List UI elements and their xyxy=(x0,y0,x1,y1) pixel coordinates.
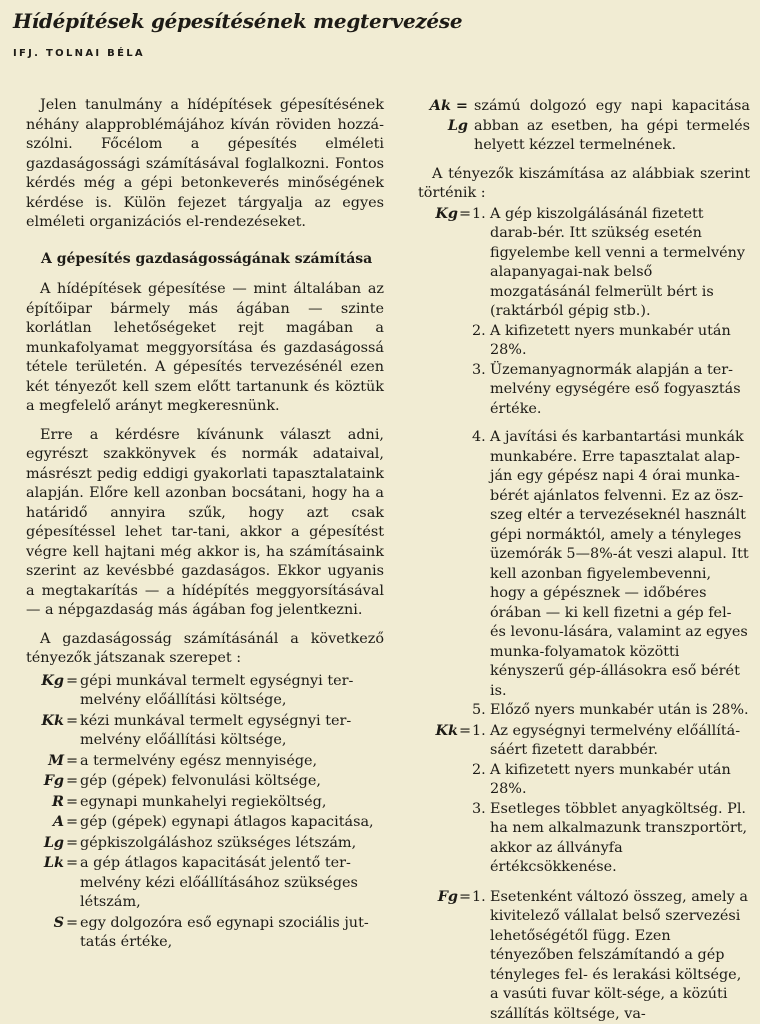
equals-sign: = xyxy=(64,914,80,934)
definition-text: a termelvény egész mennyisége, xyxy=(80,752,384,772)
kg-label: Kg xyxy=(418,204,458,224)
kg-item xyxy=(418,428,750,701)
equals-sign: = xyxy=(64,793,80,813)
body-paragraph-1: A hídépítések gépesítése — mint általában az építőipar bármely más ágában — szinte korlátlan lehetőségeket rejt magában a munkafolyamat meggyorsítása és gazdaságossá tétele területén. A gépesítés tervezésénél ezen két tényezőt kell szem előtt tartanunk és köztük a megfelelő arányt megkeresnünk. xyxy=(26,280,384,417)
definition-item xyxy=(26,833,384,854)
definition-item xyxy=(26,751,384,772)
definition-item xyxy=(26,792,384,813)
kk-label: Kk xyxy=(418,721,458,741)
item-number: 2. xyxy=(472,761,490,781)
kg-item xyxy=(418,361,750,420)
body-paragraph-2: Erre a kérdésre kívánunk választ adni, egyrészt szakkönyvek és normák adataival, másrészt pedig eddigi gyakorlati tapasztalataink alapján. Előre kell azonban bocsátani, hogy ha a határidő annyira szűk, hogy azt csak gépesítéssel lehet tar-tani, akkor a gépesítést végre kell hajtani még akkor is, ha számításaink szerint az kevésbbé gazdaságos. Ekkor ugyanis a megtakarítás — a hídépítés meggyorsításával — a népgazdaság más ágában fog jelentkezni. xyxy=(26,426,384,621)
definition-symbol: Fg xyxy=(26,771,64,791)
definition-symbol: Kk xyxy=(26,711,64,731)
definition-item xyxy=(26,853,384,913)
item-text: Üzemanyagnormák alapján a ter-melvény egységére eső fogyasztás értéke. xyxy=(490,361,750,420)
item-text: A gép kiszolgálásánál fizetett darab-bér. Itt szükség esetén figyelembe kell venni a termelvény alapanyagai-nak belső mozgatásánál felmerült bért is (raktárból gépig stb.). xyxy=(490,205,750,322)
item-text: A kifizetett nyers munkabér után 28%. xyxy=(490,761,750,800)
kg-item xyxy=(418,701,750,721)
item-number: 1. xyxy=(472,205,490,225)
kg-item xyxy=(418,204,750,322)
author-line: IFJ. TOLNAI BÉLA xyxy=(13,48,145,59)
body-paragraph-3: A gazdaságosság számításánál a következő tényezők játszanak szerepet : xyxy=(26,630,384,669)
equals-sign: = xyxy=(64,672,80,692)
equals-sign: = xyxy=(458,205,472,225)
definition-text: gépkiszolgáláshoz szükséges létszám, xyxy=(80,834,384,854)
definition-text: egynapi munkahelyi regieköltség, xyxy=(80,793,384,813)
definition-text: gép (gépek) felvonulási költsége, xyxy=(80,772,384,792)
definition-item xyxy=(26,771,384,792)
item-number: 1. xyxy=(472,888,490,908)
equals-sign: = xyxy=(64,834,80,854)
equals-sign: = xyxy=(458,722,472,742)
item-text: A kifizetett nyers munkabér után 28%. xyxy=(490,322,750,361)
definitions-list xyxy=(26,671,384,953)
definition-item xyxy=(26,671,384,711)
fg-label: Fg xyxy=(418,887,458,907)
definition-item xyxy=(26,913,384,953)
equals-sign: = xyxy=(64,712,80,732)
ak-definition xyxy=(418,96,750,156)
left-column xyxy=(26,96,384,953)
equals-sign: = xyxy=(64,813,80,833)
section-heading: A gépesítés gazdaságosságának számítása xyxy=(41,250,384,270)
item-text: A javítási és karbantartási munkák munkabére. Erre tapasztalat alap-ján egy gépész napi 4 órai munka-bérét ajánlatos felvenni. Ez az ösz-szeg eltér a tervezéseknél használt gépi normáktól, amely a tényleges üzemórák 5—8%-át veszi alapul. Itt kell azonban figyelembevenni, hogy a gépésznek — időbéres órában — ki kell fizetni a gép fel- és levonu-lására, valamint az egyes munka-folyamatok közötti kényszerű gép-állásokra eső bérét is. xyxy=(490,428,750,701)
definition-symbol: A xyxy=(26,812,64,832)
equals-sign: = xyxy=(64,752,80,772)
definition-symbol: Kg xyxy=(26,671,64,691)
item-text: Előző nyers munkabér után is 28%. xyxy=(490,701,750,721)
right-column xyxy=(418,96,750,1024)
ak-symbol: Ak = Lg xyxy=(418,96,474,135)
kk-item xyxy=(418,761,750,800)
definition-symbol: M xyxy=(26,751,64,771)
kg-item xyxy=(418,322,750,361)
equals-sign: = xyxy=(64,854,80,874)
definition-item xyxy=(26,812,384,833)
ak-text: számú dolgozó egy napi kapacitása abban az esetben, ha gépi termelés helyett kézzel termelnének. xyxy=(474,97,750,156)
item-number: 4. xyxy=(472,428,490,448)
item-number: 2. xyxy=(472,322,490,342)
intro-paragraph: Jelen tanulmány a hídépítések gépesítésének néhány alapproblémájához kíván röviden hozzá-szólni. Főcélom a gépesítés elméleti gazdaságossági számításával foglalkozni. Fontos kérdés még a gépi betonkeverés minőségének kérdése is. Külön fejezet tárgyalja az egyes elméleti organizációs el-rendezéseket. xyxy=(26,96,384,233)
item-number: 3. xyxy=(472,361,490,381)
kk-item xyxy=(418,721,750,761)
definition-text: egy dolgozóra eső egynapi szociális jut-tatás értéke, xyxy=(80,914,384,953)
definition-text: gép (gépek) egynapi átlagos kapacitása, xyxy=(80,813,384,833)
definition-symbol: Lk xyxy=(26,853,64,873)
equals-sign: = xyxy=(64,772,80,792)
item-number: 1. xyxy=(472,722,490,742)
definition-text: a gép átlagos kapacitását jelentő ter-melvény kézi előállításához szükséges létszám, xyxy=(80,854,384,913)
definition-symbol: R xyxy=(26,792,64,812)
definition-text: kézi munkával termelt egységnyi ter-melvény előállítási költsége, xyxy=(80,712,384,751)
definition-item xyxy=(26,711,384,751)
kk-item xyxy=(418,800,750,878)
definition-text: gépi munkával termelt egységnyi ter-melvény előállítási költsége, xyxy=(80,672,384,711)
equals-sign: = xyxy=(458,888,472,908)
fg-item xyxy=(418,887,750,1024)
item-text: Az egységnyi termelvény előállítá-sáért fizetett darabbér. xyxy=(490,722,750,761)
factors-intro: A tényezők kiszámítása az alábbiak szerint történik : xyxy=(418,165,750,204)
definition-symbol: Lg xyxy=(26,833,64,853)
item-text: Esetleges többlet anyagköltség. Pl. ha nem alkalmazunk transzportört, akkor az állványfa értékcsökkenése. xyxy=(490,800,750,878)
item-number: 3. xyxy=(472,800,490,820)
definition-symbol: S xyxy=(26,913,64,933)
item-text: Esetenként változó összeg, amely a kivitelező vállalat belső szervezési lehetőségétől függ. Ezen tényezőben felszámítandó a gép tényleges fel- és lerakási költsége, a vasúti fuvar költ-sége, a közúti szállítás költsége, va- xyxy=(490,888,750,1024)
item-number: 5. xyxy=(472,701,490,721)
article-title: Hídépítések gépesítésének megtervezése xyxy=(13,9,462,33)
